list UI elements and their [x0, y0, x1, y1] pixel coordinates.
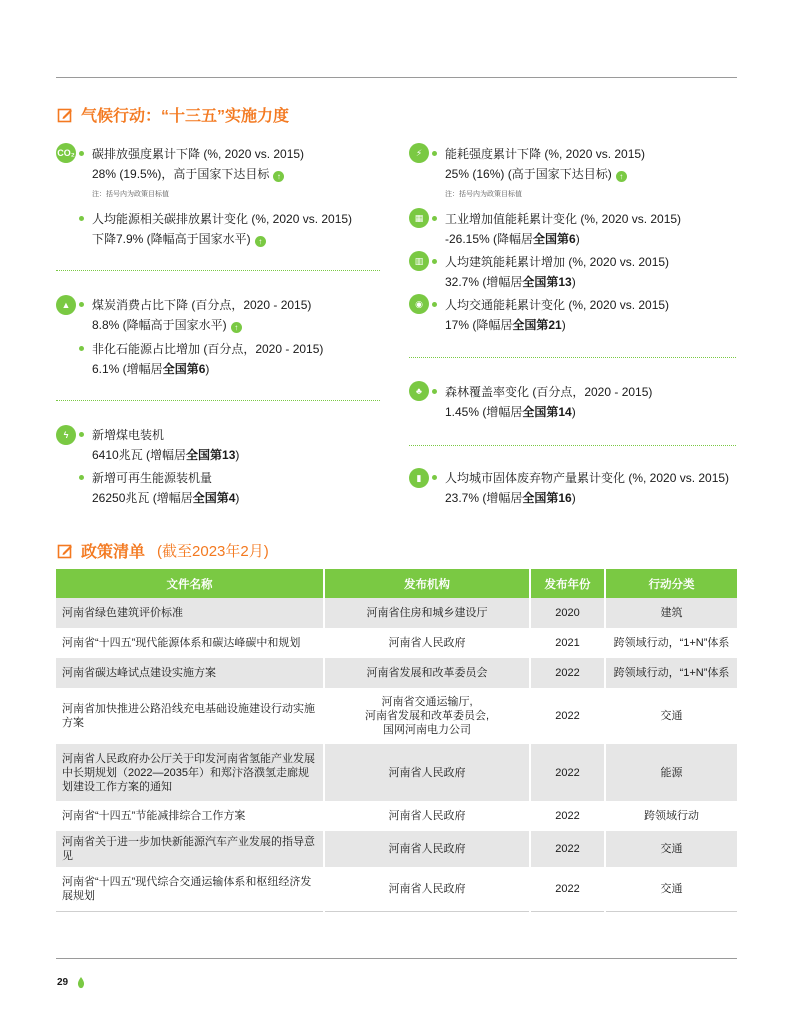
cell-category: 跨领域行动 — [605, 801, 737, 831]
cell-agency: 河南省人民政府 — [324, 867, 530, 911]
cell-category: 建筑 — [605, 598, 737, 628]
metric-transport-energy: 人均交通能耗累计变化 (%, 2020 vs. 2015) 17% (降幅居全国第21) — [432, 297, 669, 333]
cell-year: 2022 — [530, 744, 605, 801]
cell-title: 河南省碳达峰试点建设实施方案 — [56, 658, 324, 688]
column-header: 发布机构 — [324, 569, 530, 598]
metric-value: 28% (19.5%)，高于国家下达目标 — [92, 167, 270, 181]
page-number: 29 — [57, 977, 69, 988]
cell-year: 2021 — [530, 628, 605, 658]
cell-year: 2022 — [530, 867, 605, 911]
metric-solid-waste: 人均城市固体废弃物产量累计变化 (%, 2020 vs. 2015) 23.7% (增幅居全国第16) — [432, 470, 729, 506]
section-title-climate-action — [57, 103, 289, 126]
metric-value: 25% (16%) (高于国家下达目标) — [445, 167, 612, 181]
cell-title: 河南省关于进一步加快新能源汽车产业发展的指导意见 — [56, 831, 324, 867]
column-header: 文件名称 — [56, 569, 324, 598]
table-row — [56, 598, 737, 628]
cell-category: 交通 — [605, 867, 737, 911]
section-title-text: 气候行动：“十三五”实施力度 — [81, 108, 290, 125]
column-header: 行动分类 — [605, 569, 737, 598]
divider — [56, 400, 380, 401]
metric-value: 下降7.9% (降幅高于国家水平) — [92, 232, 251, 246]
table-header-row — [56, 569, 737, 598]
section-title-text: 政策清单 — [81, 544, 146, 561]
table-row — [56, 801, 737, 831]
cell-title: 河南省人民政府办公厅关于印发河南省氢能产业发展中长期规划（2022—2035年）和郑汴洛濮氢走廊规划建设工作方案的通知 — [56, 744, 324, 801]
up-arrow-icon: ↑ — [231, 322, 242, 333]
divider — [56, 270, 380, 271]
cell-agency: 河南省人民政府 — [324, 744, 530, 801]
up-arrow-icon: ↑ — [255, 236, 266, 247]
table-row — [56, 628, 737, 658]
table-row — [56, 744, 737, 801]
metric-value: 8.8% (降幅高于国家水平) — [92, 318, 227, 332]
cell-agency: 河南省人民政府 — [324, 801, 530, 831]
cell-category: 跨领域行动，“1+N”体系 — [605, 628, 737, 658]
cell-title: 河南省绿色建筑评价标准 — [56, 598, 324, 628]
cell-agency: 河南省人民政府 — [324, 831, 530, 867]
table-row — [56, 831, 737, 867]
note: 注：括号内为政策目标值 — [92, 191, 169, 198]
trash-icon: ▮ — [409, 468, 429, 488]
up-arrow-icon: ↑ — [273, 171, 284, 182]
table-row — [56, 658, 737, 688]
metric-building-energy: 人均建筑能耗累计增加 (%, 2020 vs. 2015) 32.7% (增幅居全国第13) — [432, 254, 669, 290]
up-arrow-icon: ↑ — [616, 171, 627, 182]
cell-year: 2022 — [530, 688, 605, 744]
factory-icon: ▦ — [409, 208, 429, 228]
edit-icon — [57, 107, 73, 123]
policy-table — [56, 569, 737, 912]
building-icon: ▥ — [409, 251, 429, 271]
top-rule — [56, 77, 737, 78]
coal-icon: ▲ — [56, 295, 76, 315]
co2-icon: CO₂ — [56, 143, 76, 163]
cell-category: 交通 — [605, 688, 737, 744]
cell-category: 跨领域行动，“1+N”体系 — [605, 658, 737, 688]
bottom-rule — [56, 958, 737, 959]
cell-agency: 河南省住房和城乡建设厅 — [324, 598, 530, 628]
table-row — [56, 688, 737, 744]
forest-icon: ♣ — [409, 381, 429, 401]
power-tower-icon: ϟ — [56, 425, 76, 445]
metric-non-fossil-share: 非化石能源占比增加 (百分点，2020 - 2015) 6.1% (增幅居全国第6) — [79, 341, 323, 377]
metric-coal-share: 煤炭消费占比下降 (百分点，2020 - 2015) 8.8% (降幅高于国家水平) ↑ — [79, 297, 311, 333]
cell-title: 河南省“十四五”现代能源体系和碳达峰碳中和规划 — [56, 628, 324, 658]
table-row — [56, 867, 737, 911]
leaf-icon — [77, 976, 85, 994]
edit-icon — [57, 543, 73, 559]
divider — [409, 445, 736, 446]
metric-per-capita-carbon: 人均能源相关碳排放累计变化 (%, 2020 vs. 2015) 下降7.9% (降幅高于国家水平) ↑ — [79, 211, 352, 247]
metric-industrial-energy: 工业增加值能耗累计变化 (%, 2020 vs. 2015) -26.15% (降幅居全国第6) — [432, 211, 681, 247]
cell-title: 河南省“十四五”节能减排综合工作方案 — [56, 801, 324, 831]
metric-carbon-intensity: 碳排放强度累计下降 (%, 2020 vs. 2015) 28% (19.5%)，高于国家下达目标 ↑ 注：括号内为政策目标值 — [79, 146, 304, 203]
metric-new-renewable: 新增可再生能源装机量 26250兆瓦 (增幅居全国第4) — [79, 470, 239, 506]
metric-energy-intensity: 能耗强度累计下降 (%, 2020 vs. 2015) 25% (16%) (高于国家下达目标) ↑ 注：括号内为政策目标值 — [432, 146, 645, 203]
cell-agency: 河南省人民政府 — [324, 628, 530, 658]
cell-category: 交通 — [605, 831, 737, 867]
section-title-policy-list — [57, 539, 269, 562]
energy-icon: ⚡ — [409, 143, 429, 163]
section-subtitle: (截至2023年2月) — [157, 543, 269, 560]
note: 注：括号内为政策目标值 — [445, 191, 522, 198]
cell-year: 2022 — [530, 658, 605, 688]
cell-agency: 河南省发展和改革委员会 — [324, 658, 530, 688]
cell-year: 2020 — [530, 598, 605, 628]
cell-agency: 河南省交通运输厅, 河南省发展和改革委员会, 国网河南电力公司 — [324, 688, 530, 744]
cell-title: 河南省加快推进公路沿线充电基础设施建设行动实施方案 — [56, 688, 324, 744]
metric-new-coal-power: 新增煤电装机 6410兆瓦 (增幅居全国第13) — [79, 427, 239, 463]
divider — [409, 357, 736, 358]
column-header: 发布年份 — [530, 569, 605, 598]
cell-year: 2022 — [530, 801, 605, 831]
metric-forest-coverage: 森林覆盖率变化 (百分点，2020 - 2015) 1.45% (增幅居全国第14) — [432, 384, 652, 420]
car-icon: ◉ — [409, 294, 429, 314]
cell-category: 能源 — [605, 744, 737, 801]
cell-title: 河南省“十四五”现代综合交通运输体系和枢纽经济发展规划 — [56, 867, 324, 911]
cell-year: 2022 — [530, 831, 605, 867]
